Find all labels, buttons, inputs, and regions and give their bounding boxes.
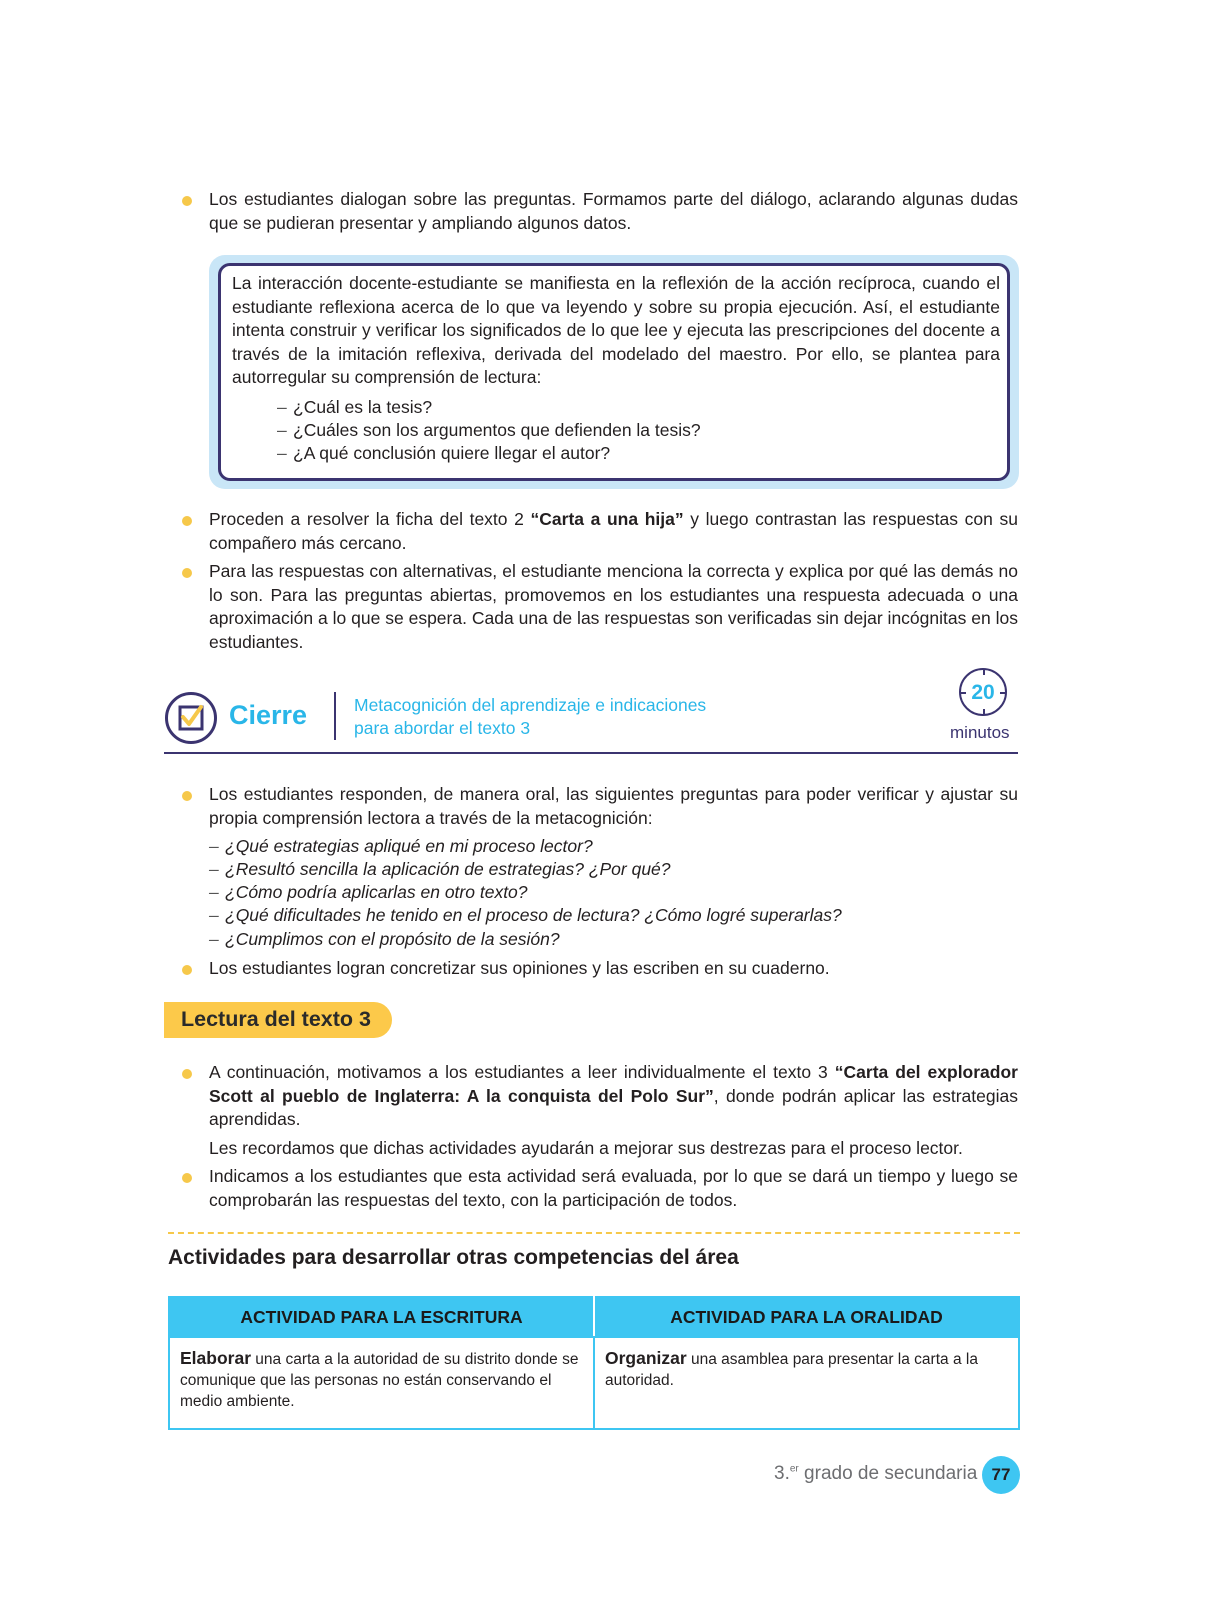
info-question: – ¿Cuáles son los argumentos que defienden la tesis? xyxy=(277,420,701,440)
bullet-dot xyxy=(182,965,192,975)
paragraph-metacognicion: Los estudiantes responden, de manera oral, las siguientes preguntas para poder verificar y ajustar su propia comprensión lectora a través de la metacognición: xyxy=(209,784,1018,828)
info-box-text: La interacción docente-estudiante se manifiesta en la reflexión de la acción recíproca, cuando el estudiante reflexiona acerca de lo que va leyendo y sobre su propia ejecución. Así, el estudiante intenta construir y verificar los significados de lo que lee y ejecuta las prescripciones del docente a través de la imitación reflexiva, derivada del modelado del maestro. Por ello, se plantea para autorregular su comprensión de lectura: xyxy=(232,273,1000,387)
timer-icon xyxy=(959,668,1007,716)
activities-heading: Actividades para desarrollar otras competencias del área xyxy=(168,1246,739,1269)
timer-minutes: 20 xyxy=(971,681,995,704)
paragraph-evaluada: Indicamos a los estudiantes que esta actividad será evaluada, por lo que se dará un tiempo y luego se comprobarán las respuestas del texto, con la participación de todos. xyxy=(209,1166,1018,1210)
cell-escritura: Elaborar una carta a la autoridad de su distrito donde se comunique que las personas no están conservando el medio ambiente. xyxy=(169,1337,594,1429)
meta-question: – ¿Cumplimos con el propósito de la sesión? xyxy=(209,929,560,949)
page-number-badge xyxy=(982,1456,1020,1494)
table-row xyxy=(169,1337,1019,1429)
lectura-tab-label: Lectura del texto 3 xyxy=(181,1007,371,1031)
bullet-dot xyxy=(182,1173,192,1183)
info-box xyxy=(209,255,1019,489)
lectura-tab xyxy=(164,1002,392,1038)
cell-oralidad: Organizar una asamblea para presentar la carta a la autoridad. xyxy=(594,1337,1019,1429)
meta-question: – ¿Qué estrategias apliqué en mi proceso lector? xyxy=(209,836,593,856)
cierre-icon xyxy=(165,692,217,744)
paragraph-respuestas: Para las respuestas con alternativas, el estudiante menciona la correcta y explica por qué las demás no lo son. Para las preguntas abiertas, promovemos en los estudiantes una respuesta adecuada o una aproximación a lo que se espera. Cada una de las respuestas son verificadas sin dejar incógnitas en los estudiantes. xyxy=(209,561,1018,652)
paragraph-dialogue: Los estudiantes dialogan sobre las preguntas. Formamos parte del diálogo, aclarando algunas dudas que se pudieran presentar y ampliando algunos datos. xyxy=(209,189,1018,233)
header-escritura: ACTIVIDAD PARA LA ESCRITURA xyxy=(169,1297,594,1337)
activities-table xyxy=(168,1296,1020,1430)
footer-grade: 3.$^{er}$ grado de secundaria xyxy=(774,1463,978,1484)
timer-tick xyxy=(983,670,985,675)
paragraph-ficha: Proceden a resolver la ficha del texto 2 “Carta a una hija” y luego contrastan las respuestas con su compañero más cercano. xyxy=(209,509,1018,553)
bullet-dot xyxy=(182,196,192,206)
checkbox-check-icon xyxy=(168,695,214,741)
table-header-row xyxy=(169,1297,1019,1337)
cierre-title: Cierre xyxy=(229,700,308,730)
info-question: – ¿Cuál es la tesis? xyxy=(277,397,433,417)
bullet-dot xyxy=(182,1069,192,1079)
info-question: – ¿A qué conclusión quiere llegar el autor? xyxy=(277,443,611,463)
cierre-divider xyxy=(334,692,336,740)
meta-question: – ¿Qué dificultades he tenido en el proceso de lectura? ¿Cómo logré superarlas? xyxy=(209,905,842,925)
cierre-subtitle-line1: Metacognición del aprendizaje e indicaciones xyxy=(354,695,707,715)
cierre-rule xyxy=(164,752,1018,754)
info-box-inner xyxy=(218,263,1010,481)
meta-question: – ¿Resultó sencilla la aplicación de estrategias? ¿Por qué? xyxy=(209,859,671,879)
timer-tick xyxy=(983,709,985,714)
page-number: 77 xyxy=(991,1465,1011,1484)
bullet-dot xyxy=(182,791,192,801)
header-oralidad: ACTIVIDAD PARA LA ORALIDAD xyxy=(594,1297,1019,1337)
cierre-subtitle-line2: para abordar el texto 3 xyxy=(354,718,531,738)
dashed-separator xyxy=(168,1232,1020,1234)
minutes-label: minutos xyxy=(950,723,1010,742)
bullet-dot xyxy=(182,568,192,578)
paragraph-lectura: A continuación, motivamos a los estudiantes a leer individualmente el texto 3 “Carta del explorador Scott al pueblo de Inglaterra: A la conquista del Polo Sur”, donde podrán aplicar las estrategias aprendidas. xyxy=(209,1062,1018,1129)
paragraph-recordamos: Les recordamos que dichas actividades ayudarán a mejorar sus destrezas para el proceso lector. xyxy=(209,1138,963,1158)
bullet-dot xyxy=(182,516,192,526)
paragraph-cuaderno: Los estudiantes logran concretizar sus opiniones y las escriben en su cuaderno. xyxy=(209,958,830,978)
meta-question: – ¿Cómo podría aplicarlas en otro texto? xyxy=(209,882,528,902)
